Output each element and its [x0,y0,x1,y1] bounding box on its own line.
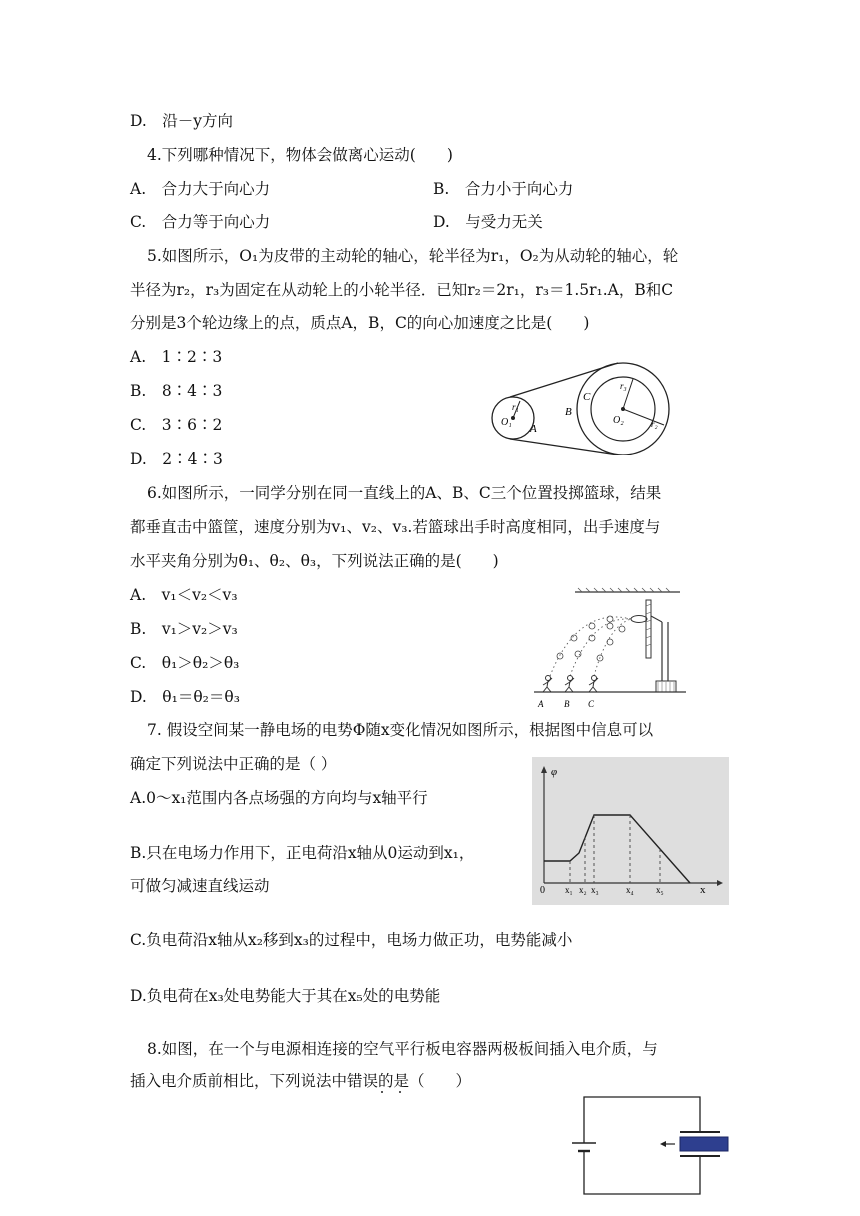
basketball-figure [530,586,700,712]
q6-stem-line3: 水平夹角分别为θ₁、θ₂、θ₃，下列说法正确的是( ) [130,552,499,570]
emphasis-dot-2 [399,1091,401,1093]
hoop [631,616,647,623]
tick-x2: x₂ [579,885,587,895]
q4-option-b: B. 合力小于向心力 [433,180,574,198]
q7-option-b-line1: B.只在电场力作用下，正电荷沿x轴从0运动到x₁， [130,844,475,862]
q5-stem-line3: 分别是3个轮边缘上的点，质点A，B，C的向心加速度之比是( ) [130,314,590,332]
q4-option-c: C. 合力等于向心力 [130,213,271,231]
x-axis-label: x [700,884,706,896]
q4-option-a: A. 合力大于向心力 [130,180,271,198]
label-r3: r₃ [620,381,627,391]
q7-option-a: A.0～x₁范围内各点场强的方向均与x轴平行 [130,789,428,807]
emphasis-dot-1 [381,1091,383,1093]
q6-option-c: C. θ₁＞θ₂＞θ₃ [130,654,240,672]
potential-graph [532,757,729,905]
origin-label: 0 [540,885,545,896]
q7-option-c: C.负电荷沿x轴从x₂移到x₃的过程中，电场力做正功，电势能减小 [130,931,573,949]
label-c: C [583,391,591,403]
label-o1: O₁ [501,417,512,428]
q5-option-a: A. 1∶2∶3 [130,348,223,366]
q6-option-a: A. v₁＜v₂＜v₃ [130,586,238,604]
label-a: A [538,699,544,709]
q5-option-b: B. 8∶4∶3 [130,382,223,400]
capacitor-circuit-figure [568,1092,738,1202]
tick-x3: x₃ [591,885,599,895]
q7-stem-line1: 7. 假设空间某一静电场的电势Φ随x变化情况如图所示，根据图中信息可以 [147,721,654,739]
tick-x1: x₁ [565,885,573,895]
q6-option-d: D. θ₁＝θ₂＝θ₃ [130,688,240,706]
q6-option-b: B. v₁＞v₂＞v₃ [130,620,238,638]
label-c: C [588,699,595,709]
wire-bottom [584,1151,700,1194]
tick-x4: x₄ [626,885,634,895]
label-a: A [530,423,537,435]
label-o2: O₂ [613,415,624,426]
q4-stem: 4.下列哪种情况下，物体会做离心运动( ) [147,146,453,164]
belt-top [510,363,618,397]
label-r1: r₁ [512,402,519,412]
tick-x5: x₅ [656,885,664,895]
q8-stem-line2: 插入电介质前相比，下列说法中错误的是（ ） [130,1072,472,1090]
dielectric-slab [680,1137,728,1151]
wire-top [584,1097,700,1143]
q7-option-d: D.负电荷在x₃处电势能大于其在x₅处的电势能 [130,987,441,1005]
q6-stem-line1: 6.如图所示，一同学分别在同一直线上的A、B、C三个位置投掷篮球，结果 [147,484,662,502]
q5-option-c: C. 3∶6∶2 [130,416,223,434]
phi-label: φ [551,766,558,778]
label-b: B [564,699,570,709]
pulley-belt-figure [488,355,688,455]
label-b: B [565,406,572,418]
trajectory-b [570,619,631,676]
q8-stem-line1: 8.如图，在一个与电源相连接的空气平行板电容器两极板间插入电介质，与 [147,1040,658,1058]
q5-option-d: D. 2∶4∶3 [130,450,223,468]
q4-option-d: D. 与受力无关 [433,213,543,231]
q5-stem-line1: 5.如图所示，O₁为皮带的主动轮的轴心，轮半径为r₁，O₂为从动轮的轴心，轮 [147,247,679,265]
q7-option-b-line2: 可做匀减速直线运动 [130,877,270,895]
label-r2: r₂ [651,419,658,429]
q3-option-d: D. 沿－y方向 [130,112,234,130]
thrower-figures [543,676,598,693]
q7-stem-line2: 确定下列说法中正确的是（ ） [130,755,337,773]
q5-stem-line2: 半径为r₂，r₃为固定在从动轮上的小轮半径．已知r₂＝2r₁，r₃＝1.5r₁.A，B和C [130,281,674,299]
belt-bottom [510,439,618,455]
q6-stem-line2: 都垂直击中篮筐，速度分别为v₁、v₂、v₃.若篮球出手时高度相同，出手速度与 [130,518,661,536]
trajectory-a [550,617,631,676]
